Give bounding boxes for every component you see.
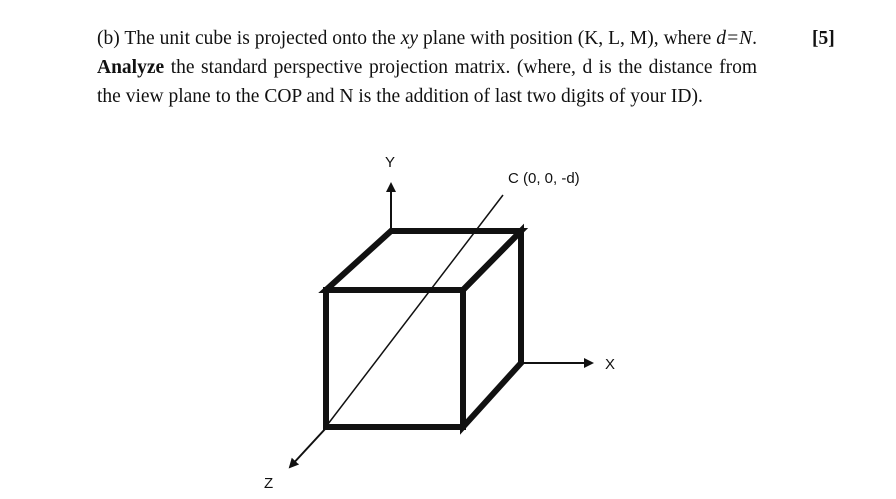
question-text-start: The unit cube is projected onto the — [124, 28, 401, 49]
cube-right-face — [463, 231, 521, 427]
y-axis-label: Y — [385, 154, 396, 171]
distance-equation: d=N — [716, 28, 753, 49]
z-axis-label: Z — [264, 475, 274, 492]
question-text-end: . — [752, 28, 757, 49]
z-axis — [290, 428, 326, 467]
x-axis-label: X — [605, 356, 616, 373]
analyze-keyword: Analyze — [97, 57, 165, 78]
unit-cube — [326, 231, 521, 427]
question-text-rest: the standard perspective projection matrix. (where, d is the distance from the view plane to the COP and N is the addition of last two digits of your ID). — [97, 57, 757, 107]
cube-front-face — [326, 290, 463, 427]
question-part-label: (b) — [97, 28, 120, 49]
marks-badge: [5] — [812, 28, 835, 49]
plane-name: xy — [400, 28, 419, 49]
question-text-mid: plane with position (K, L, M), where — [418, 28, 717, 49]
cop-label: C (0, 0, -d) — [508, 170, 580, 187]
